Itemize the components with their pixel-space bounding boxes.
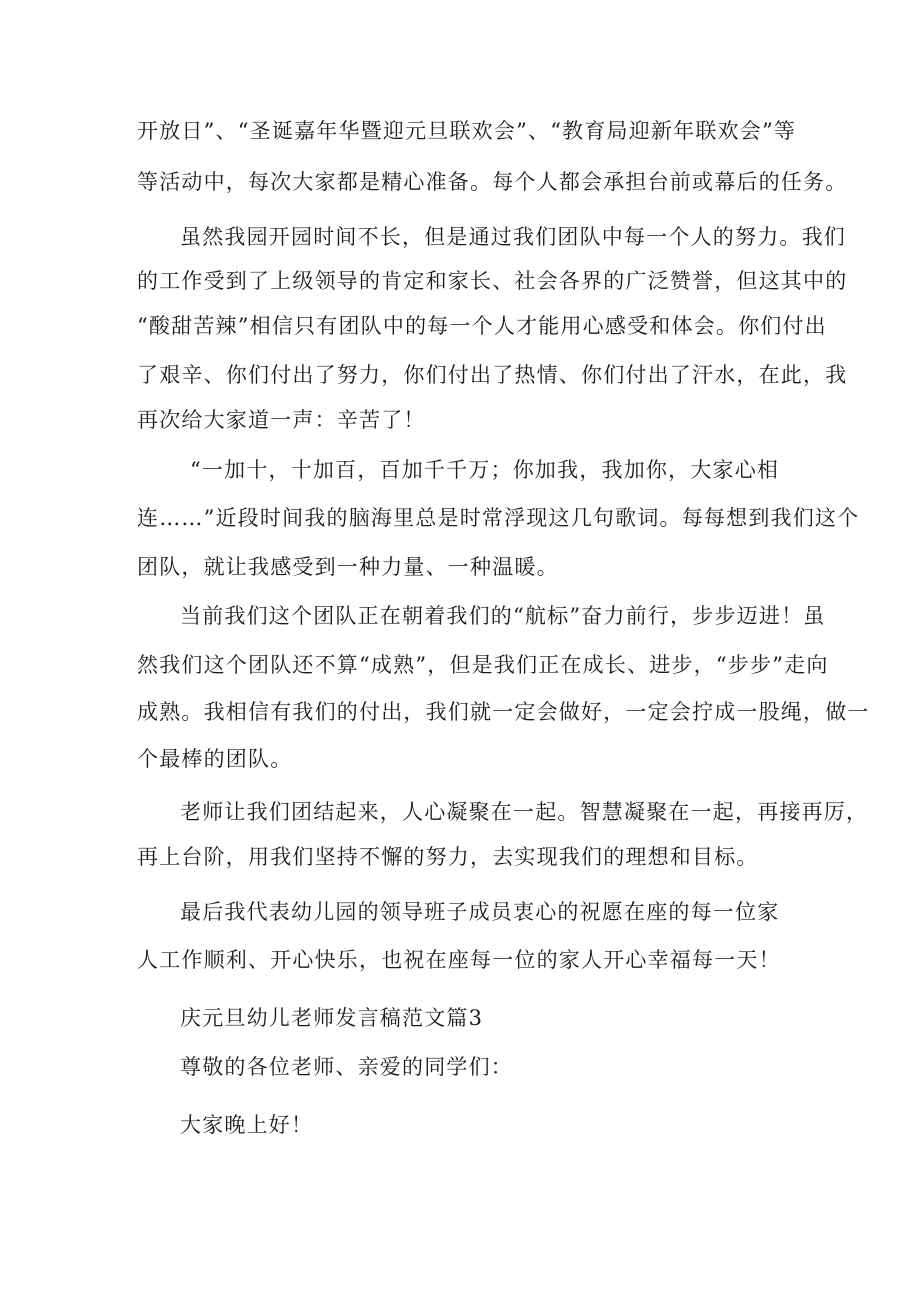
text-line: 等活动中，每次大家都是精心准备。每个人都会承担台前或幕后的任务。 — [137, 170, 848, 194]
paragraph-start-line: 当前我们这个团队正在朝着我们的“航标”奋力前行，步步迈进！虽 — [180, 604, 826, 628]
paragraph-start-line: 老师让我们团结起来，人心凝聚在一起。智慧凝聚在一起，再接再厉， — [180, 800, 869, 824]
paragraph-start-line: “一加十，十加百，百加千千万；你加我，我加你，大家心相 — [190, 458, 780, 482]
section-heading: 庆元旦幼儿老师发言稿范文篇3 — [180, 1006, 484, 1030]
text-line: 团队，就让我感受到一种力量、一种温暖。 — [137, 555, 559, 579]
text-line: 连……”近段时间我的脑海里总是时常浮现这几句歌词。每每想到我们这个 — [137, 506, 860, 530]
text-line: 开放日”、“圣诞嘉年华暨迎元旦联欢会”、“教育局迎新年联欢会”等 — [137, 119, 797, 143]
text-line: 人工作顺利、开心快乐，也祝在座每一位的家人开心幸福每一天！ — [137, 948, 781, 972]
text-line: “酸甜苦辣”相信只有团队中的每一个人才能用心感受和体会。你们付出 — [137, 314, 827, 338]
paragraph-start-line: 虽然我园开园时间不长，但是通过我们团队中每一个人的努力。我们 — [180, 225, 846, 249]
text-line: 了艰辛、你们付出了努力，你们付出了热情、你们付出了汗水，在此，我 — [137, 363, 848, 387]
text-line: 再上台阶，用我们坚持不懈的努力，去实现我们的理想和目标。 — [137, 845, 759, 869]
text-line: 个最棒的团队。 — [137, 747, 293, 771]
text-line: 然我们这个团队还不算“成熟”，但是我们正在成长、进步，“步步”走向 — [137, 653, 829, 677]
paragraph-start-line: 最后我代表幼儿园的领导班子成员衷心的祝愿在座的每一位家 — [180, 900, 780, 924]
text-line: 再次给大家道一声：辛苦了！ — [137, 408, 426, 432]
text-line: 成熟。我相信有我们的付出，我们就一定会做好，一定会拧成一股绳，做一 — [137, 700, 870, 724]
salutation: 尊敬的各位老师、亲爱的同学们： — [180, 1055, 513, 1079]
greeting: 大家晚上好！ — [180, 1113, 314, 1137]
text-line: 的工作受到了上级领导的肯定和家长、社会各界的广泛赞誉，但这其中的 — [137, 269, 848, 293]
